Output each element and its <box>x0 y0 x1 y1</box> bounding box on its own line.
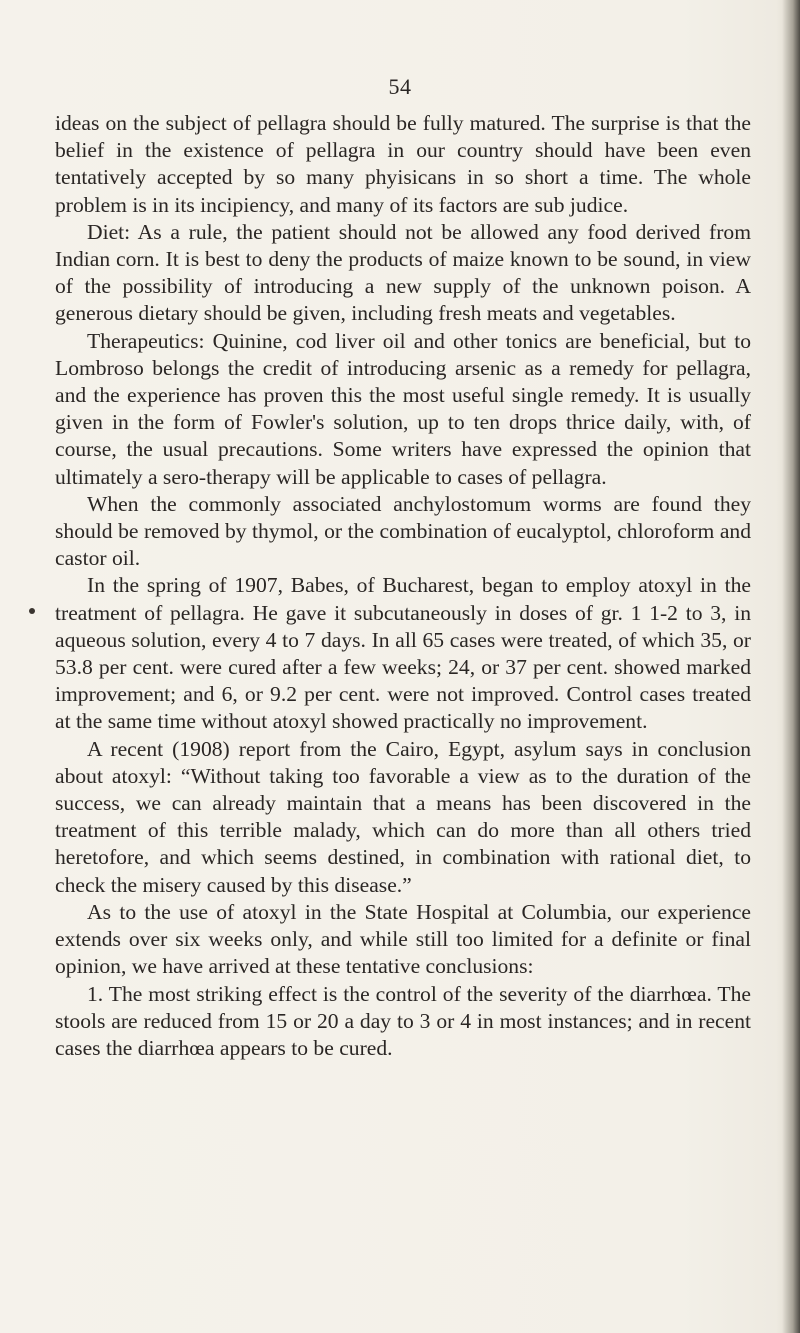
paragraph-conclusion-1: 1. The most striking effect is the control of the severity of the diarrhœa. The stools are reduced from 15 or 20 a day to 3 or 4 in most instances; and in recent cases the diarrhœa appears to be cured. <box>55 981 751 1060</box>
page-number: 54 <box>388 74 412 99</box>
paragraph-diet: Diet: As a rule, the patient should not be allowed any food derived from Indian corn. It is best to deny the products of maize known to be sound, in view of the possibility of introducing a new supply of the unknown poison. A generous dietary should be given, including fresh meats and vegetables. <box>55 219 751 326</box>
body-text <box>55 110 751 1062</box>
paragraph-continued: ideas on the subject of pellagra should be fully matured. The surprise is that the belief in the existence of pellagra in our country should have been even tentatively accepted by so many phyisicans in so short a time. The whole problem is in its incipiency, and many of its factors are sub judice. <box>55 111 751 217</box>
paragraph-anchylostomum: When the commonly associated anchylostomum worms are found they should be removed by thymol, or the combination of eucalyptol, chloroform and castor oil. <box>55 491 751 571</box>
paragraph-babes-atoxyl: In the spring of 1907, Babes, of Bucharest, began to employ atoxyl in the treatment of pellagra. He gave it subcutaneously in doses of gr. 1 1-2 to 3, in aqueous solution, every 4 to 7 days. In all 65 cases were treated, of which 35, or 53.8 per cent. were cured after a few weeks; 24, or 37 per cent. showed marked improvement; and 6, or 9.2 per cent. were not improved. Control cases treated at the same time without atoxyl showed practically no improvement. <box>55 573 751 734</box>
paragraph-cairo-report: A recent (1908) report from the Cairo, Egypt, asylum says in conclusion about atoxyl: “Without taking too favorable a view as to the duration of the success, we can already maintain that a means has been discovered in the treatment of this terrible malady, which can do more than all others tried heretofore, and which seems destined, in combination with rational diet, to check the misery caused by this disease.” <box>55 736 751 897</box>
margin-mark <box>29 608 35 614</box>
paragraph-therapeutics: Therapeutics: Quinine, cod liver oil and other tonics are beneficial, but to Lombroso belongs the credit of introducing arsenic as a remedy for pellagra, and the experience has proven this the most useful single remedy. It is usually given in the form of Fowler's solution, up to ten drops thrice daily, with, of course, the usual precautions. Some writers have expressed the opinion that ultimately a sero-therapy will be applicable to cases of pellagra. <box>55 328 751 489</box>
page-edge-shadow <box>782 0 800 1333</box>
paragraph-columbia: As to the use of atoxyl in the State Hospital at Columbia, our experience extends over six weeks only, and while still too limited for a definite or final opinion, we have arrived at these tentative conclusions: <box>55 899 751 979</box>
